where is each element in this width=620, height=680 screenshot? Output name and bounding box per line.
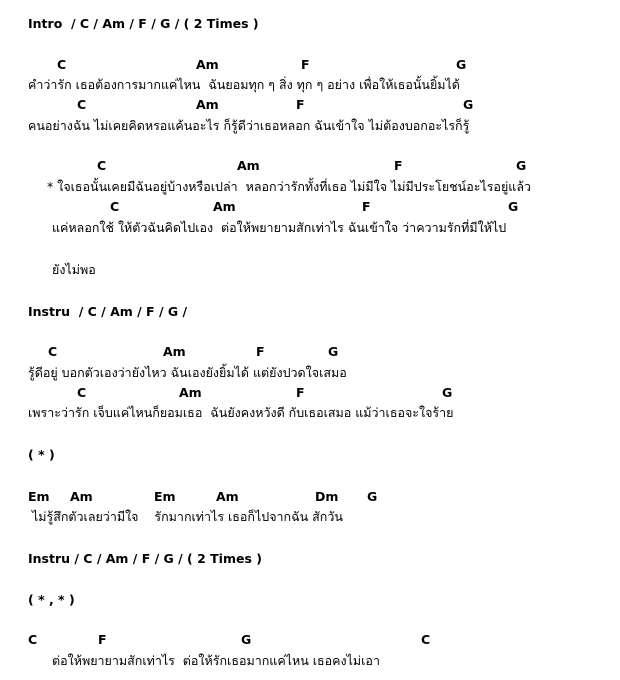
lyric-line: ยังไม่พอ <box>52 262 96 277</box>
lyric-line: คนอย่างฉัน ไม่เคยคิดหรอแค้นอะไร ก็รู้ดีว่าเธอหลอก ฉันเข้าใจ ไม่ต้องบอกอะไรก็รู้ <box>28 118 470 133</box>
lyric-line: ต่อให้พยายามสักเท่าไร ต่อให้รักเธอมากแค่ไหน เธอคงไม่เอา <box>52 653 380 668</box>
chord: Am <box>237 158 260 173</box>
chord: Am <box>213 199 236 214</box>
lyric-line: แค่หลอกใช้ ให้ตัวฉันคิดไปเอง ต่อให้พยายามสักเท่าไร ฉันเข้าใจ ว่าความรักที่มีให้ไป <box>52 220 507 235</box>
chord: G <box>516 158 527 173</box>
lyric-line: ไม่รู้สึกตัวเลยว่ามีใจ รักมากเท่าไร เธอก็ไปจากฉัน สักวัน <box>28 509 343 524</box>
chord: G <box>328 344 339 359</box>
chord: Am <box>196 97 219 112</box>
chord: C <box>421 632 431 647</box>
chord: C <box>48 344 58 359</box>
lyric-line: รู้ดีอยู่ บอกตัวเองว่ายังไหว ฉันเองยังยิ้มได้ แต่ยังปวดใจเสมอ <box>28 365 347 380</box>
chord: G <box>241 632 252 647</box>
intro-line: Intro / C / Am / F / G / ( 2 Times ) <box>28 16 259 31</box>
chord: Am <box>196 57 219 72</box>
instru-line: Instru / C / Am / F / G / <box>28 304 188 319</box>
chord: F <box>256 344 265 359</box>
chord: C <box>97 158 107 173</box>
chord: Am <box>216 489 239 504</box>
chord: F <box>296 385 305 400</box>
chord: Em <box>28 489 50 504</box>
repeat-marker: ( * , * ) <box>28 592 75 607</box>
chord: G <box>463 97 474 112</box>
chord: C <box>57 57 67 72</box>
chord: Em <box>154 489 176 504</box>
chord: Dm <box>315 489 339 504</box>
chord: C <box>28 632 38 647</box>
instru-line: Instru / C / Am / F / G / ( 2 Times ) <box>28 551 262 566</box>
chord: Am <box>179 385 202 400</box>
chord: G <box>367 489 378 504</box>
chord: G <box>456 57 467 72</box>
chord: C <box>77 97 87 112</box>
chord: F <box>301 57 310 72</box>
repeat-marker: ( * ) <box>28 447 55 462</box>
chord: F <box>362 199 371 214</box>
lyric-line: คำว่ารัก เธอต้องการมากแค่ไหน ฉันยอมทุก ๆ สิ่ง ทุก ๆ อย่าง เพื่อให้เธอนั้นยิ้มได้ <box>28 77 460 92</box>
lyric-line: * ใจเธอนั้นเคยมีฉันอยู่บ้างหรือเปล่า หลอกว่ารักทั้งที่เธอ ไม่มีใจ ไม่มีประโยชน์อะไรอยู่แล้ว <box>47 179 532 194</box>
chord: G <box>508 199 519 214</box>
chord: Am <box>70 489 93 504</box>
lyric-line: เพราะว่ารัก เจ็บแค่ไหนก็ยอมเธอ ฉันยังคงหวังดี กับเธอเสมอ แม้ว่าเธอจะใจร้าย <box>28 405 454 420</box>
chord: C <box>110 199 120 214</box>
chord: F <box>98 632 107 647</box>
chord: G <box>442 385 453 400</box>
chord: Am <box>163 344 186 359</box>
chord: F <box>394 158 403 173</box>
chord: C <box>77 385 87 400</box>
chord: F <box>296 97 305 112</box>
